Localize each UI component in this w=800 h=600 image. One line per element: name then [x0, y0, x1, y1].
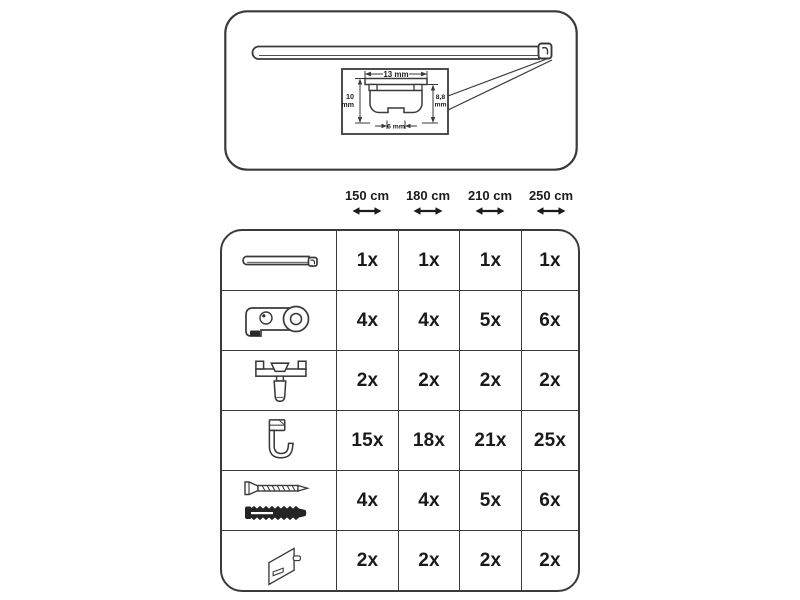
- quantity: 4x: [418, 309, 440, 331]
- table-row: [222, 290, 578, 350]
- quantity: 1x: [479, 249, 502, 271]
- quantity: 25x: [533, 429, 567, 451]
- rail-overview-panel: [224, 10, 578, 171]
- part-icon-cell: [222, 231, 336, 290]
- curtain-hook-icon: [260, 417, 298, 465]
- rail-icon: [237, 252, 321, 270]
- dim-label-height-right-unit: mm: [434, 101, 447, 109]
- quantity: 6x: [539, 489, 561, 511]
- table-row: [222, 350, 578, 410]
- part-icon-cell: [222, 471, 336, 530]
- rail-drawing: [252, 44, 551, 60]
- quantity: 2x: [539, 369, 561, 391]
- table-row: [222, 530, 578, 590]
- end-glider-icon: [247, 355, 311, 407]
- quantity: 18x: [412, 429, 446, 451]
- size-label: 250 cm: [528, 188, 574, 203]
- quantity: 1x: [539, 249, 561, 271]
- size-label: 180 cm: [405, 188, 451, 203]
- width-arrow-icon: [536, 206, 566, 216]
- size-header-150: [332, 188, 402, 216]
- table-row: [222, 470, 578, 530]
- table-row: [222, 410, 578, 470]
- size-header-180: [393, 188, 463, 216]
- quantity: 2x: [356, 549, 379, 571]
- pointer-lines: [448, 57, 552, 110]
- quantity: 4x: [356, 309, 379, 331]
- size-header-210: [455, 188, 525, 216]
- quantity: 5x: [479, 309, 502, 331]
- rail-endcap: [539, 44, 552, 59]
- part-icon-cell: [222, 291, 336, 350]
- end-cover-icon: [253, 535, 305, 587]
- quantity: 2x: [479, 369, 502, 391]
- dim-label-width: 13 mm: [383, 69, 409, 79]
- screw: [245, 482, 308, 495]
- table-row: [222, 231, 578, 290]
- width-arrow-icon: [475, 206, 505, 216]
- part-icon-cell: [222, 411, 336, 470]
- quantity: 2x: [539, 549, 561, 571]
- part-icon-cell: [222, 531, 336, 590]
- quantity: 1x: [418, 249, 440, 271]
- dim-label-slot: 6 mm: [387, 123, 405, 131]
- screw-wallplug-icon: [240, 479, 318, 523]
- quantity: 21x: [474, 429, 507, 451]
- quantity: 5x: [479, 489, 502, 511]
- quantity: 1x: [356, 249, 379, 271]
- quantity: 15x: [351, 429, 384, 451]
- quantity: 2x: [418, 369, 440, 391]
- dim-label-height-right-value: 8,8: [435, 94, 446, 101]
- wall-plug: [245, 505, 306, 519]
- quantity: 2x: [418, 549, 440, 571]
- quantity: 2x: [356, 369, 379, 391]
- width-arrow-icon: [413, 206, 443, 216]
- cross-section-box: [341, 69, 448, 134]
- size-label: 150 cm: [344, 188, 390, 203]
- width-arrow-icon: [352, 206, 382, 216]
- quantity: 4x: [356, 489, 379, 511]
- mounting-bracket-icon: [239, 300, 319, 342]
- rail-profile-drawing: [365, 79, 427, 113]
- dim-label-height-left-value: 10: [346, 92, 354, 101]
- quantity: 2x: [479, 549, 502, 571]
- size-label: 210 cm: [467, 188, 513, 203]
- quantity: 6x: [539, 309, 561, 331]
- part-icon-cell: [222, 351, 336, 410]
- size-header-250: [516, 188, 586, 216]
- quantity: 4x: [418, 489, 440, 511]
- parts-table: [220, 229, 580, 592]
- dim-label-height-left-unit: mm: [341, 100, 354, 109]
